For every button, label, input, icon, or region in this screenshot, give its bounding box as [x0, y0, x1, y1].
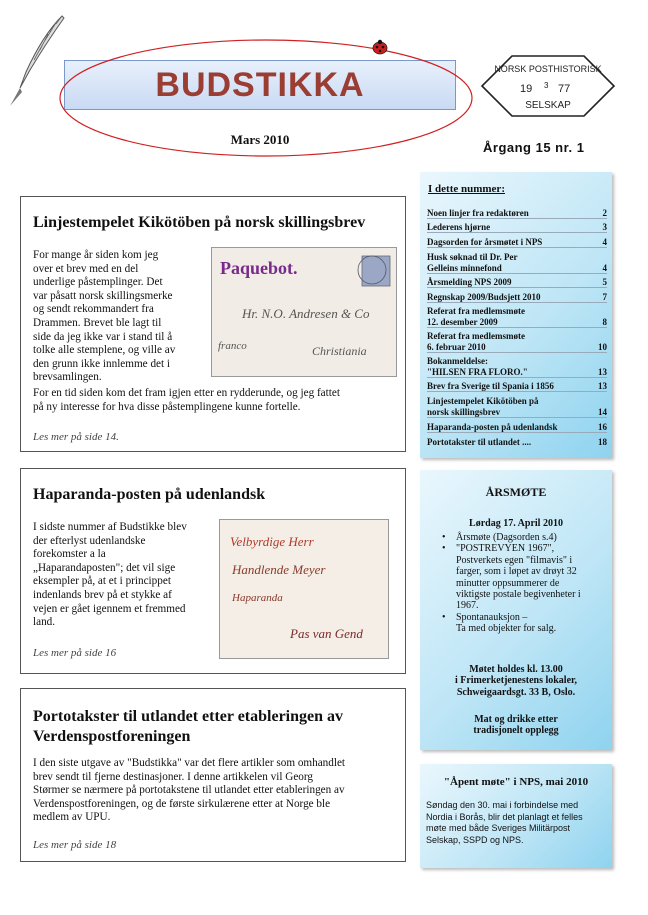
body-line: underlige påstemplinger. Det [33, 276, 163, 289]
article-haparanda [20, 468, 406, 674]
apent-line: møte med både Sveriges Militärpost [426, 823, 571, 833]
toc-page [603, 252, 607, 262]
toc-label: Noen linjer fra redaktøren [427, 208, 529, 218]
body-line: Størmer se nærmere på portotakstene til utlandet etter etableringen av [33, 784, 345, 797]
toc-item[interactable] [427, 356, 607, 366]
body-line: Verdenspostforeningen, og de første sirkulærene etter at Norge ble [33, 797, 331, 810]
toc-page: 2 [602, 208, 607, 218]
postmark-stamp [478, 52, 618, 120]
ladybug-icon [370, 38, 390, 56]
arsmote-food [420, 714, 612, 737]
agenda-line: 1967. [456, 600, 479, 612]
postmark-society: NORSK POSTHISTORISK [494, 64, 602, 74]
read-more-link[interactable]: Les mer på side 14. [33, 431, 119, 443]
toc-item[interactable] [427, 422, 607, 433]
letter-image-2 [219, 519, 389, 659]
toc-item[interactable] [427, 381, 607, 392]
toc-page: 4 [602, 237, 607, 247]
toc-page: 3 [602, 222, 607, 232]
body-line: For en tid siden kom det fram igjen etter en rydderunde, og jeg fattet [33, 387, 340, 399]
body-line: på ny interesse for hva disse påstemplingene kunne fortelle. [33, 400, 301, 413]
toc-item[interactable] [427, 263, 607, 274]
toc-label: Linjestempelet Kikötöben på [427, 396, 539, 406]
toc-page [603, 396, 607, 406]
body-line: der efterlyst udenlandske [33, 534, 146, 547]
place-line: Møtet holdes kl. 13.00 [469, 664, 563, 675]
toc-label: Brev fra Sverige til Spania i 1856 [427, 381, 554, 391]
bullet-icon: • [442, 543, 446, 555]
letter-recipient: Handlende Meyer [232, 562, 326, 577]
postmark-month: 3 [544, 81, 549, 90]
toc-label: Årsmelding NPS 2009 [427, 277, 512, 287]
body-line: over et brev med en del [33, 262, 139, 275]
toc-label: 6. februar 2010 [427, 342, 486, 352]
toc-item[interactable] [427, 237, 607, 248]
toc-item[interactable] [427, 277, 607, 288]
body-line: den grunn ikke innlemme det i [33, 357, 171, 370]
toc-label: Dagsorden for årsmøtet i NPS [427, 237, 543, 247]
body-line: indenlands brev på et stykke af [33, 588, 172, 601]
toc-page: 5 [602, 277, 607, 287]
toc-label: norsk skillingsbrev [427, 407, 501, 417]
toc-page: 8 [602, 317, 607, 327]
place-line: i Frimerketjenestens lokaler, [454, 675, 578, 687]
body-line: forekomster a la [33, 548, 106, 561]
toc-item[interactable] [427, 252, 607, 262]
body-line: brevsamlingen. [33, 371, 102, 384]
letter-franco: franco [218, 340, 247, 352]
agenda-line: Ta med objekter for salg. [456, 623, 557, 635]
toc-item[interactable] [427, 317, 607, 328]
paquebot-stamp: Paquebot. [220, 258, 298, 278]
article-body [33, 521, 211, 630]
toc-page: 18 [598, 437, 607, 447]
agenda-line: minutter oppsummerer de [456, 577, 560, 589]
food-line: tradisjonelt opplegg [473, 725, 559, 737]
body-line: side da jeg ikke var i stand til å [33, 330, 173, 343]
letter-city: Christiania [312, 344, 367, 358]
letter-via: Pas van Gend [290, 626, 363, 641]
body-line: medlem av UPU. [33, 811, 111, 824]
agenda-line: viktigste postale begivenheter i [456, 589, 581, 601]
toc-page [603, 331, 607, 341]
apent-line: Søndag den 30. mai i forbindelse med [426, 800, 579, 810]
postmark-year: 77 [558, 83, 571, 95]
toc-label: Lederens hjørne [427, 222, 491, 232]
arsmote-agenda [442, 532, 607, 635]
article-title: Linjestempelet Kikötöben på norsk skillingsbrev [33, 214, 366, 231]
read-more-link[interactable]: Les mer på side 16 [33, 647, 117, 659]
masthead-title: BUDSTIKKA [155, 65, 365, 104]
body-line: vejen er gået igennem et fremmed [33, 602, 186, 615]
toc-page [603, 356, 607, 366]
apent-mote-heading: "Åpent møte" i NPS, mai 2010 [443, 776, 589, 788]
toc-label: Bokanmeldelse: [427, 356, 489, 366]
agenda-line: Postverkets egen "filmavis" i [456, 554, 573, 566]
toc-label: Regnskap 2009/Budsjett 2010 [427, 292, 541, 302]
agenda-line: Årsmøte (Dagsorden s.4) [456, 532, 557, 543]
toc-page: 13 [598, 367, 607, 377]
toc-item[interactable] [427, 367, 607, 378]
agenda-line: Spontanauksjon – [456, 611, 528, 623]
toc-page: 16 [598, 422, 607, 432]
issue-date: Mars 2010 [230, 132, 290, 147]
agenda-line: farger, som i løpet av drøyt 32 [456, 566, 577, 578]
body-line: var påsatt norsk skillingsmerke [33, 289, 173, 302]
toc-label: Portotakster til utlandet .... [427, 437, 532, 447]
toc-item[interactable] [427, 331, 607, 341]
toc-heading: I dette nummer: [428, 183, 505, 195]
body-line: „Haparandaposten"; det vil sige [33, 561, 176, 574]
apent-line: Selskap, SSPD og NPS. [426, 834, 524, 845]
toc-label: Referat fra medlemsmøte [427, 306, 525, 316]
toc-item[interactable] [427, 396, 607, 406]
toc-page: 13 [598, 381, 607, 391]
toc-label: "HILSEN FRA FLORO." [427, 367, 528, 377]
agenda-line: "POSTREVYEN 1967", [456, 543, 555, 555]
apent-mote-text [426, 800, 610, 846]
read-more-link[interactable]: Les mer på side 18 [33, 839, 117, 851]
toc-label: Referat fra medlemsmøte [427, 331, 525, 341]
toc-page: 14 [598, 407, 607, 417]
body-line: og sendt rekommandert fra [33, 303, 154, 316]
toc-label: 12. desember 2009 [427, 317, 498, 327]
place-line: Schweigaardsgt. 33 B, Oslo. [456, 686, 576, 698]
toc-page: 10 [598, 342, 607, 352]
body-line: tolke alle stemplene, og ville av [33, 344, 176, 357]
article-skillingsbrev [20, 196, 406, 452]
article-title: Portotakster til utlandet etter etableringen av Verdenspostforeningen [33, 708, 344, 745]
article-title: Haparanda-posten på udenlandsk [33, 486, 266, 503]
letter-town: Haparanda [232, 592, 283, 604]
agenda-item [442, 543, 607, 611]
body-line: eksempler på, at et i princippet [33, 575, 171, 588]
postmark-selskap: SELSKAP [525, 100, 571, 111]
article-body [33, 757, 395, 825]
article-portotakster [20, 688, 406, 862]
article-body [33, 249, 211, 385]
arsmote-place [420, 664, 612, 698]
bullet-icon: • [442, 611, 446, 623]
toc-item[interactable] [427, 407, 607, 418]
toc-item[interactable] [427, 342, 607, 353]
body-line: brev sendt til fjerne destinasjoner. I denne artikkelen vil Georg [33, 770, 314, 783]
arsmote-heading: ÅRSMØTE [485, 485, 547, 499]
toc-page: 7 [602, 292, 607, 302]
toc-label: Haparanda-posten på udenlandsk [427, 422, 558, 432]
toc-label: Gelleins minnefond [427, 263, 502, 273]
agenda-item [442, 532, 607, 543]
letter-address: Hr. N.O. Andresen & Co [242, 306, 370, 321]
body-line: Drammen. Brevet ble lagt til [33, 316, 162, 329]
arsmote-date: Lørdag 17. April 2010 [469, 518, 563, 529]
body-line: For mange år siden kom jeg [33, 249, 159, 261]
toc-label: Husk søknad til Dr. Per [427, 252, 518, 262]
letter-salutation: Velbyrdige Herr [230, 534, 314, 549]
letter-image-1 [211, 247, 397, 377]
toc-item[interactable] [427, 222, 607, 233]
article-body-cont [33, 387, 393, 414]
toc-item[interactable] [427, 208, 607, 219]
bullet-icon: • [442, 532, 446, 543]
postmark-day: 19 [520, 83, 533, 95]
toc-item[interactable] [427, 292, 607, 303]
body-line: I sidste nummer af Budstikke blev [33, 521, 187, 533]
volume-number: Årgang 15 nr. 1 [483, 140, 585, 155]
toc-item[interactable] [427, 306, 607, 316]
body-line: I den siste utgave av "Budstikka" var det flere artikler som omhandlet [33, 757, 346, 769]
food-line: Mat og drikke etter [474, 714, 558, 725]
toc-item[interactable] [427, 437, 607, 447]
toc-page [603, 306, 607, 316]
toc-page: 4 [602, 263, 607, 273]
agenda-item [442, 612, 607, 635]
body-line: land. [33, 616, 56, 629]
apent-line: Nordia i Borås, blir det planlagt et felles [426, 811, 583, 822]
